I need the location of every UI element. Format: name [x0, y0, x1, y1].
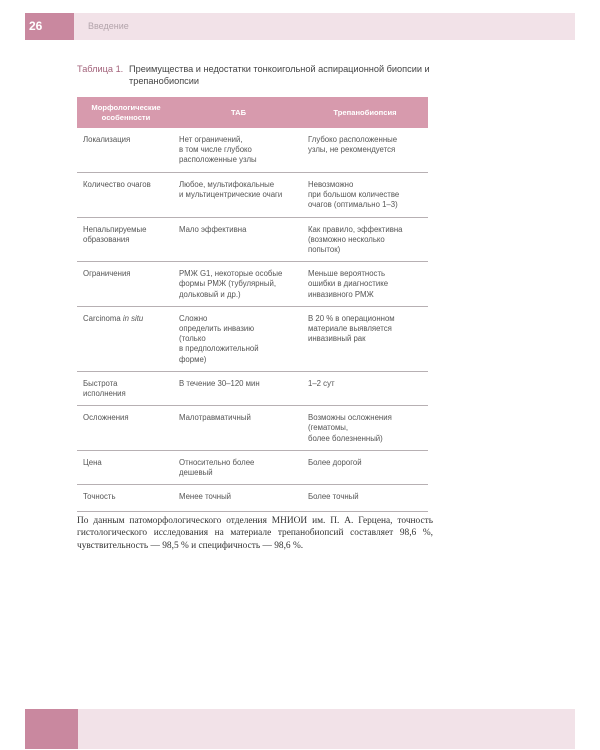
tab-cell: РМЖ G1, некоторые особые формы РМЖ (тубулярный, дольковый и др.) [175, 262, 302, 307]
trepan-cell: Меньше вероятность ошибки в диагностике инвазивного РМЖ [302, 262, 428, 307]
trepan-cell: Более точный [302, 485, 428, 512]
tab-cell: Относительно более дешевый [175, 450, 302, 484]
header-cell-trepan: Трепанобиопсия [302, 97, 428, 128]
trepan-cell: В 20 % в операционном материале выявляется инвазивный рак [302, 306, 428, 371]
tab-cell: Любое, мультифокальные и мультицентрические очаги [175, 172, 302, 217]
feature-cell [77, 306, 175, 371]
header-cell-tab: ТАБ [175, 97, 302, 128]
header-cell-features: Морфологические особенности [77, 97, 175, 128]
trepan-cell: Глубоко расположенные узлы, не рекомендуется [302, 128, 428, 172]
table-row [77, 217, 428, 262]
table-caption [77, 64, 437, 87]
trepan-cell: Возможны осложнения (гематомы, более болезненный) [302, 406, 428, 451]
feature-cell: Осложнения [77, 406, 175, 451]
trepan-cell: Более дорогой [302, 450, 428, 484]
tab-cell: Сложно определить инвазию (только в предположительной форме) [175, 306, 302, 371]
trepan-cell: 1–2 сут [302, 371, 428, 405]
tab-cell: Малотравматичный [175, 406, 302, 451]
table-row [77, 172, 428, 217]
feature-cell: Быстрота исполнения [77, 371, 175, 405]
feature-cell: Ограничения [77, 262, 175, 307]
trepan-cell: Как правило, эффективна (возможно несколько попыток) [302, 217, 428, 262]
section-title: Введение [88, 21, 129, 31]
tab-cell: Менее точный [175, 485, 302, 512]
table-row [77, 262, 428, 307]
trepan-cell: Невозможно при большом количестве очагов (оптимально 1–3) [302, 172, 428, 217]
feature-cell: Количество очагов [77, 172, 175, 217]
feature-cell: Непальпируемые образования [77, 217, 175, 262]
table-row [77, 450, 428, 484]
feature-italic-text: in situ [122, 313, 144, 323]
feature-text: Carcinoma [83, 313, 123, 323]
comparison-table [77, 97, 428, 512]
table-header-row [77, 97, 428, 128]
feature-cell: Цена [77, 450, 175, 484]
table-caption-text: Преимущества и недостатки тонкоигольной аспирационной биопсии и трепанобиопсии [129, 64, 430, 86]
tab-cell: Мало эффективна [175, 217, 302, 262]
footer-band [25, 709, 575, 749]
feature-cell: Точность [77, 485, 175, 512]
table-row [77, 406, 428, 451]
tab-cell: Нет ограничений, в том числе глубоко расположенные узлы [175, 128, 302, 172]
table-caption-label: Таблица 1. [77, 64, 124, 74]
table-row [77, 128, 428, 172]
feature-cell: Локализация [77, 128, 175, 172]
body-paragraph: По данным патоморфологического отделения МНИОИ им. П. А. Герцена, точность гистологического исследования на материале трепанобиопсий составляет 98,6 %, чувствительность — 98,5 % и специфичность — 98,6 %. [77, 516, 433, 551]
table-row [77, 485, 428, 512]
page-number: 26 [25, 13, 74, 40]
table-row [77, 306, 428, 371]
table-row [77, 371, 428, 405]
tab-cell: В течение 30–120 мин [175, 371, 302, 405]
footer-accent-box [25, 709, 78, 749]
